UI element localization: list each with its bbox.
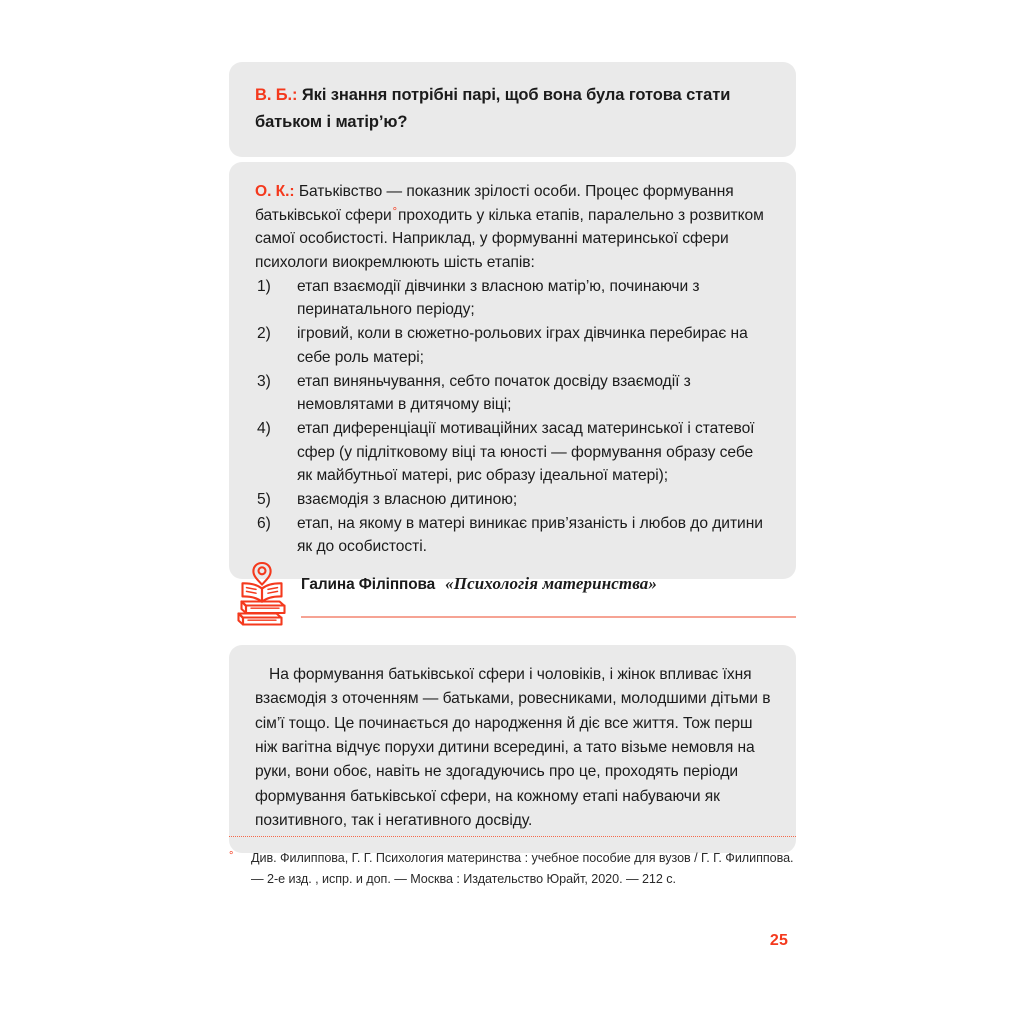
page-number: 25 (769, 932, 789, 949)
answer-intro-paragraph (255, 180, 772, 275)
question-block (229, 62, 796, 157)
list-item-number: 6) (257, 514, 271, 532)
book-recommendation-caption (301, 574, 796, 594)
book-title: «Психологія материнства» (445, 574, 657, 593)
question-text (255, 82, 770, 135)
book-author: Галина Філіппова (301, 576, 436, 593)
answer-speaker-label: О. К.: (255, 183, 295, 200)
stack-of-books-icon (229, 558, 295, 626)
list-item (255, 417, 772, 488)
recommendation-divider (301, 616, 796, 618)
list-item (255, 275, 772, 322)
list-item-number: 5) (257, 490, 271, 508)
answer-steps-list (255, 275, 772, 559)
list-item-number: 1) (257, 277, 271, 295)
list-item (255, 370, 772, 417)
quote-block (229, 645, 796, 853)
list-item-text: етап взаємодії дівчинки з власною матір’ю, починаючи з перинатального періоду; (297, 277, 700, 319)
list-item-text: взаємодія з власною дитиною; (297, 490, 518, 508)
footnote-symbol: ° (229, 850, 234, 862)
list-item-number: 4) (257, 419, 271, 437)
book-recommendation (229, 556, 796, 626)
list-item (255, 488, 772, 512)
list-item-text: етап диференціації мотиваційних засад материнської і статевої сфер (у підлітковому віці та юності — формування образу себе як майбутньої матері, рис образу ідеальної матері); (297, 419, 755, 485)
answer-text-before-footnote: Батьківство — показник зрілості особи. Процес формування батьківської сфери (255, 183, 734, 224)
footnote-reference-marker[interactable]: ° (392, 205, 397, 218)
answer-block (229, 162, 796, 579)
footnote-text: Див. Филиппова, Г. Г. Психология материнства : учебное пособие для вузов / Г. Г. Филиппова. — 2-е изд. , испр. и доп. — Москва : Издательство Юрайт, 2020. — 212 с. (251, 851, 794, 887)
quote-text: На формування батьківської сфери і чоловіків, і жінок впливає їхня взаємодія з оточенням — батьками, ровесниками, молодшими дітьми в сім’ї тощо. Це починається до народження й діє все життя. Тож перш ніж вагітна відчує порухи дитини всередині, а тато візьме немовля на руки, вони обоє, навіть не здогадуючись про це, проходять періоди формування батьківської сфери, на кожному етапі набуваючи як позитивного, так і негативного досвіду. (255, 666, 771, 829)
footnote (229, 848, 796, 890)
answer-text-after-footnote: проходить у кілька етапів, паралельно з розвитком самої особистості. Наприклад, у формуванні материнської сфери психологи виокремлюють шість етапів: (255, 206, 764, 272)
question-body: Які знання потрібні парі, щоб вона була готова стати батьком і матір’ю? (255, 86, 731, 131)
list-item (255, 512, 772, 559)
list-item-text: етап виняньчування, себто початок досвіду взаємодії з немовлятами в дитячому віці; (297, 372, 691, 414)
question-speaker-label: В. Б.: (255, 86, 298, 104)
list-item (255, 322, 772, 369)
list-item-text: етап, на якому в матері виникає прив’язаність і любов до дитини як до особистості. (297, 514, 763, 556)
footnote-divider (229, 836, 796, 837)
list-item-number: 3) (257, 372, 271, 390)
list-item-text: ігровий, коли в сюжетно-рольових іграх дівчинка перебирає на себе роль матері; (297, 325, 748, 366)
list-item-number: 2) (257, 325, 271, 343)
